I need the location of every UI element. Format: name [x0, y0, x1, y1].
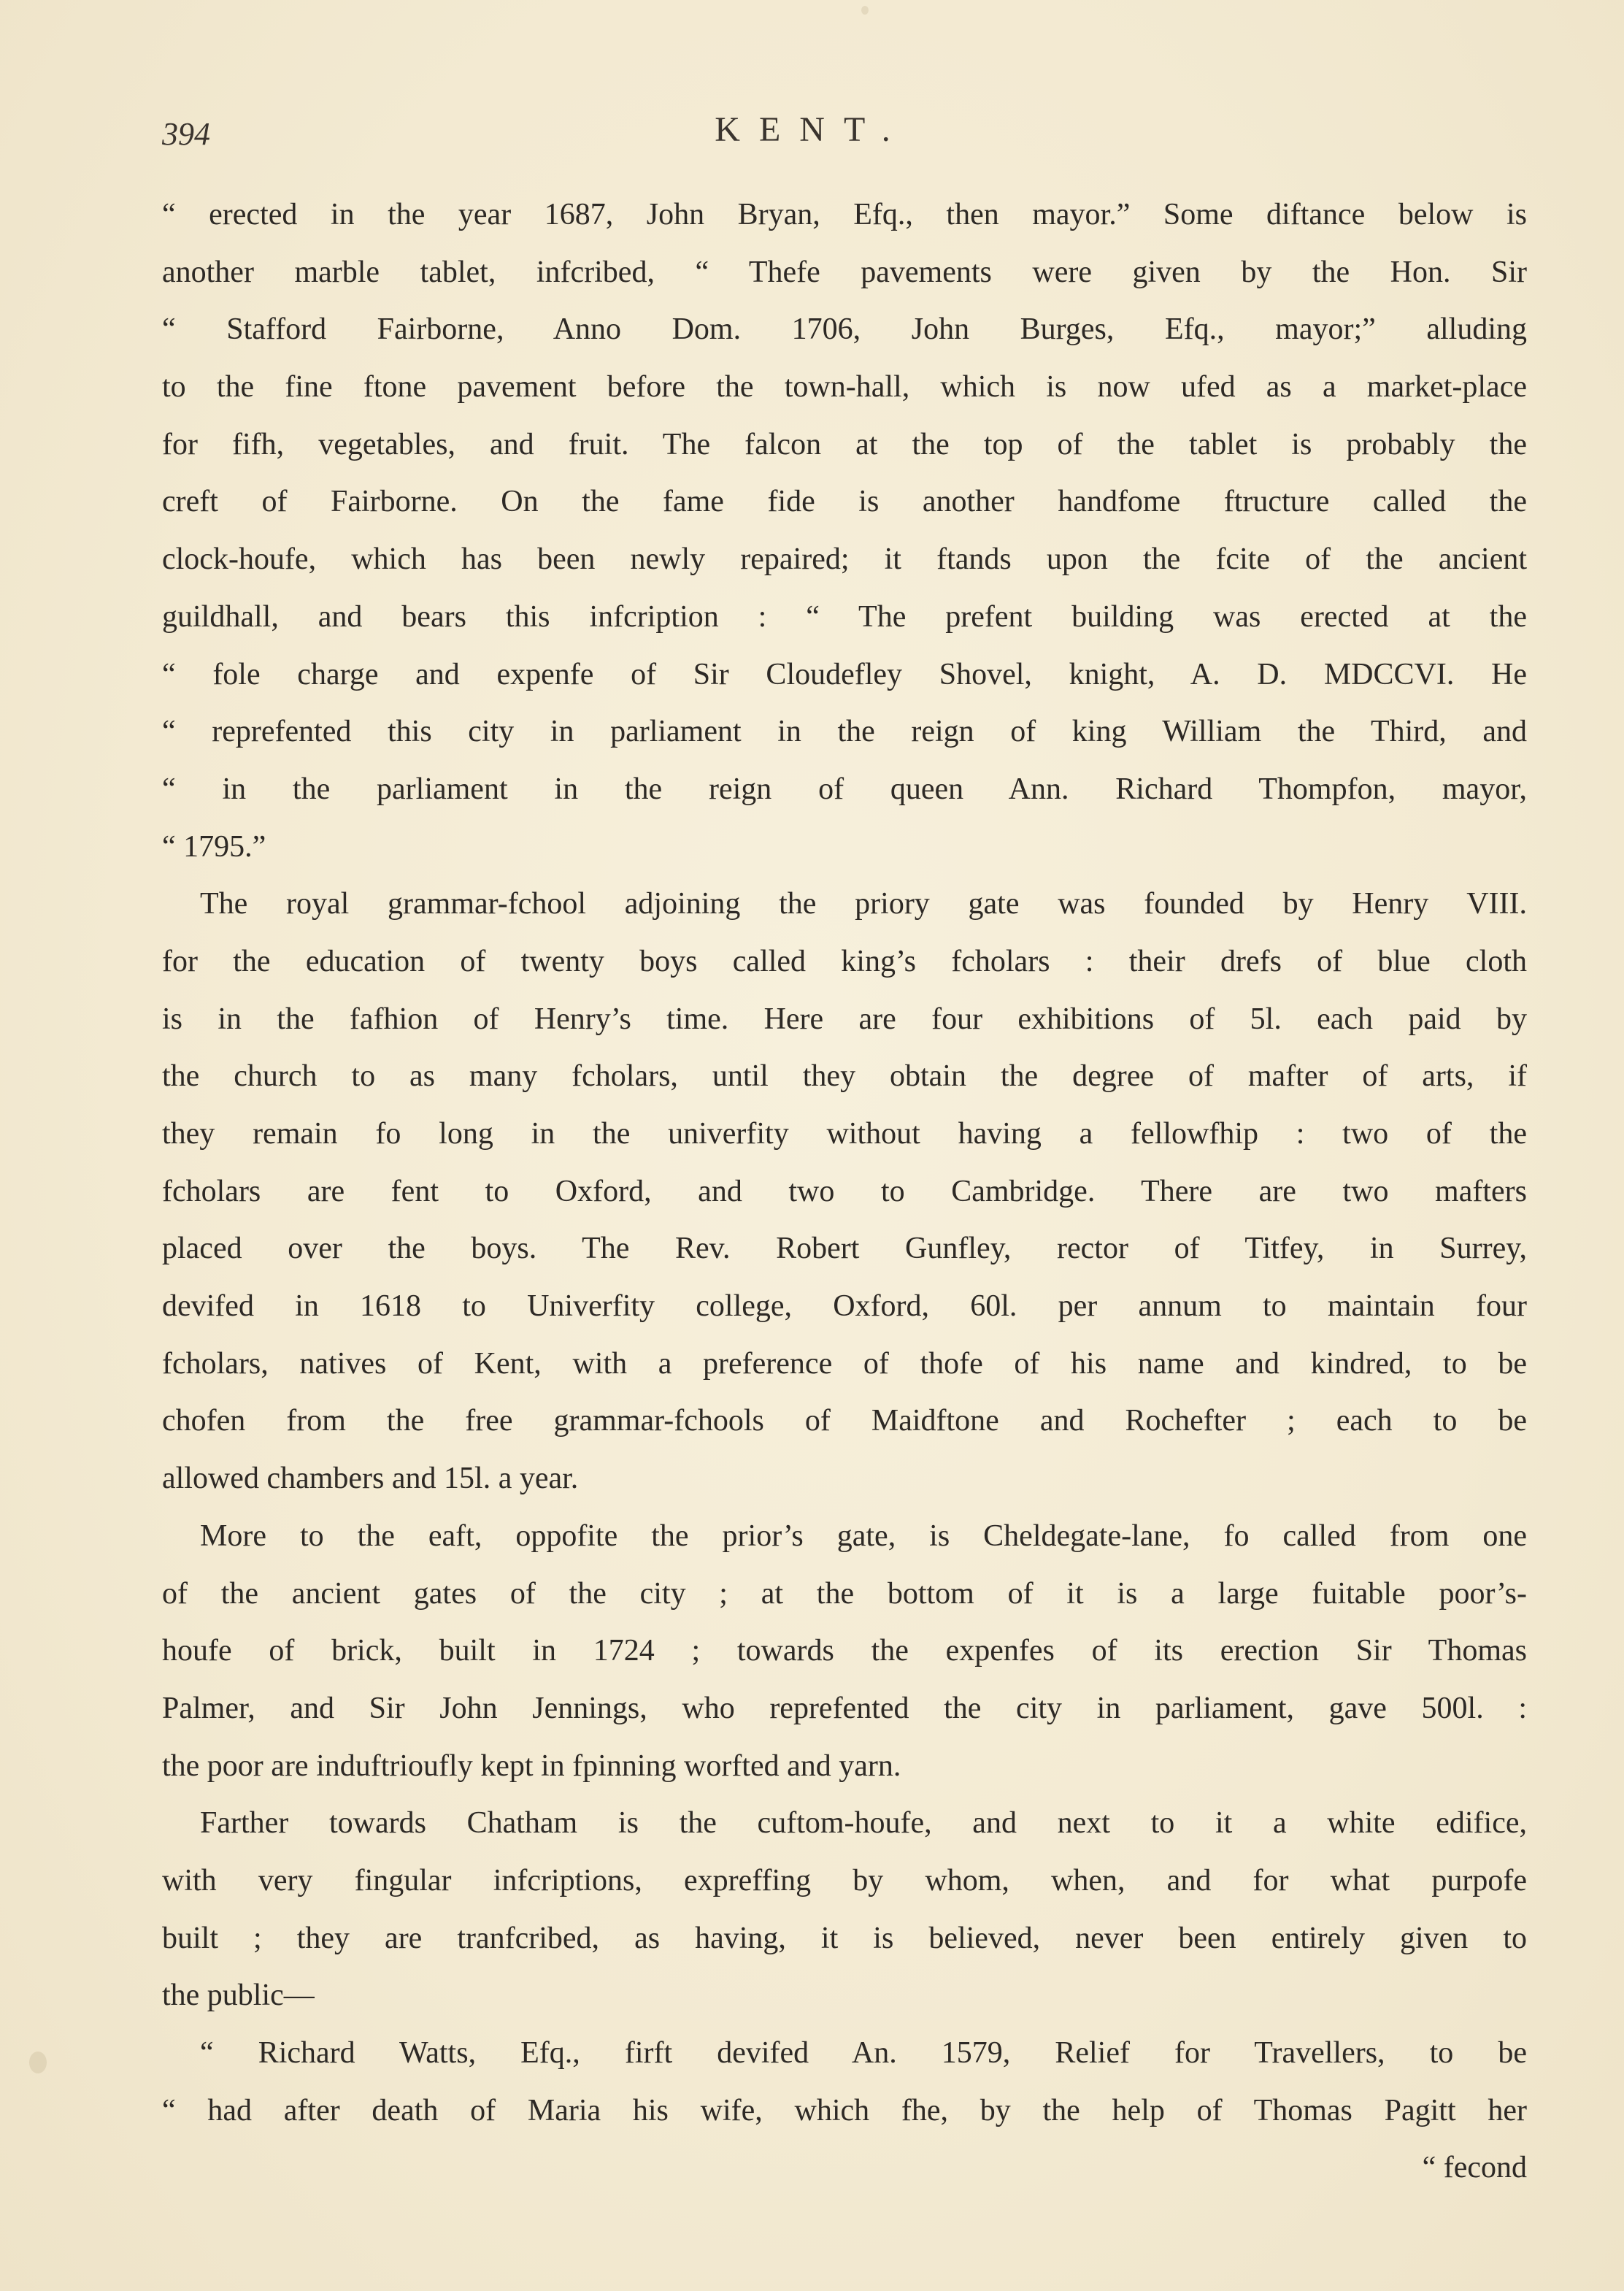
- text-line: “ 1795.”: [162, 829, 266, 864]
- text-line: creft of Fairborne. On the fame fide is another handfome ftructure called the: [162, 485, 1527, 519]
- text-line: to the fine ftone pavement before the town-hall, which is now ufed as a market-place: [162, 370, 1527, 404]
- text-line: “ in the parliament in the reign of queen Ann. Richard Thompfon, mayor,: [162, 772, 1527, 806]
- page-number: 394: [162, 116, 210, 152]
- paragraph-start: The royal grammar-fchool adjoining the priory gate was founded by Henry VIII.: [200, 887, 1527, 921]
- text-line: guildhall, and bears this infcription : “ The prefent building was erected at the: [162, 599, 1527, 634]
- running-head: KENT.: [715, 110, 909, 149]
- text-line: another marble tablet, infcribed, “ Thefe pavements were given by the Hon. Sir: [162, 255, 1527, 289]
- text-line: fcholars are fent to Oxford, and two to Cambridge. There are two mafters: [162, 1174, 1527, 1208]
- text-line: clock-houfe, which has been newly repaired; it ftands upon the fcite of the ancient: [162, 542, 1527, 577]
- quotation-line: “ had after death of Maria his wife, which fhe, by the help of Thomas Pagitt her: [162, 2093, 1527, 2127]
- body-text: [162, 186, 1527, 2197]
- text-line: “ Stafford Fairborne, Anno Dom. 1706, John Burges, Efq., mayor;” alluding: [162, 312, 1527, 347]
- text-line: is in the fafhion of Henry’s time. Here are four exhibitions of 5l. each paid by: [162, 1002, 1527, 1036]
- text-line: “ erected in the year 1687, John Bryan, Efq., then mayor.” Some diftance below is: [162, 198, 1527, 231]
- text-line: they remain fo long in the univerfity without having a fellowfhip : two of the: [162, 1117, 1527, 1151]
- text-line: houfe of brick, built in 1724 ; towards the expenfes of its erection Sir Thomas: [162, 1634, 1527, 1668]
- text-line: placed over the boys. The Rev. Robert Gunfley, rector of Titfey, in Surrey,: [162, 1232, 1527, 1266]
- text-line: for the education of twenty boys called king’s fcholars : their drefs of blue cloth: [162, 944, 1527, 978]
- paragraph-start: More to the eaft, oppofite the prior’s gate, is Cheldegate-lane, fo called from one: [200, 1519, 1527, 1553]
- catchword: “ fecond: [1422, 2151, 1527, 2185]
- text-line: chofen from the free grammar-fchools of Maidftone and Rochefter ; each to be: [162, 1404, 1527, 1438]
- text-line: the church to as many fcholars, until they obtain the degree of mafter of arts, if: [162, 1059, 1527, 1094]
- text-line: built ; they are tranfcribed, as having, it is believed, never been entirely given to: [162, 1921, 1527, 1955]
- text-line: devifed in 1618 to Univerfity college, Oxford, 60l. per annum to maintain four: [162, 1289, 1527, 1324]
- text-line: with very fingular infcriptions, expreffing by whom, when, and for what purpofe: [162, 1863, 1527, 1897]
- text-line: for fifh, vegetables, and fruit. The falcon at the top of the tablet is probably the: [162, 427, 1527, 461]
- text-line: allowed chambers and 15l. a year.: [162, 1462, 579, 1496]
- text-line: Palmer, and Sir John Jennings, who reprefented the city in parliament, gave 500l. :: [162, 1691, 1527, 1725]
- text-line: fcholars, natives of Kent, with a preference of thofe of his name and kindred, to be: [162, 1346, 1527, 1381]
- text-line: of the ancient gates of the city ; at the bottom of it is a large fuitable poor’s-: [162, 1576, 1527, 1611]
- paper-stain: [29, 2052, 47, 2073]
- text-line: the poor are induftrioufly kept in fpinning worfted and yarn.: [162, 1749, 901, 1783]
- text-line: “ fole charge and expenfe of Sir Cloudefley Shovel, knight, A. D. MDCCVI. He: [162, 657, 1527, 691]
- text-line: “ reprefented this city in parliament in the reign of king William the Third, and: [162, 715, 1527, 749]
- paragraph-start: Farther towards Chatham is the cuftom-houfe, and next to it a white edifice,: [200, 1806, 1527, 1841]
- paper-stain: [861, 6, 869, 15]
- text-line: the public—: [162, 1979, 315, 2013]
- quotation-line: “ Richard Watts, Efq., firft devifed An. 1579, Relief for Travellers, to be: [200, 2036, 1527, 2070]
- page-header: [0, 110, 1624, 161]
